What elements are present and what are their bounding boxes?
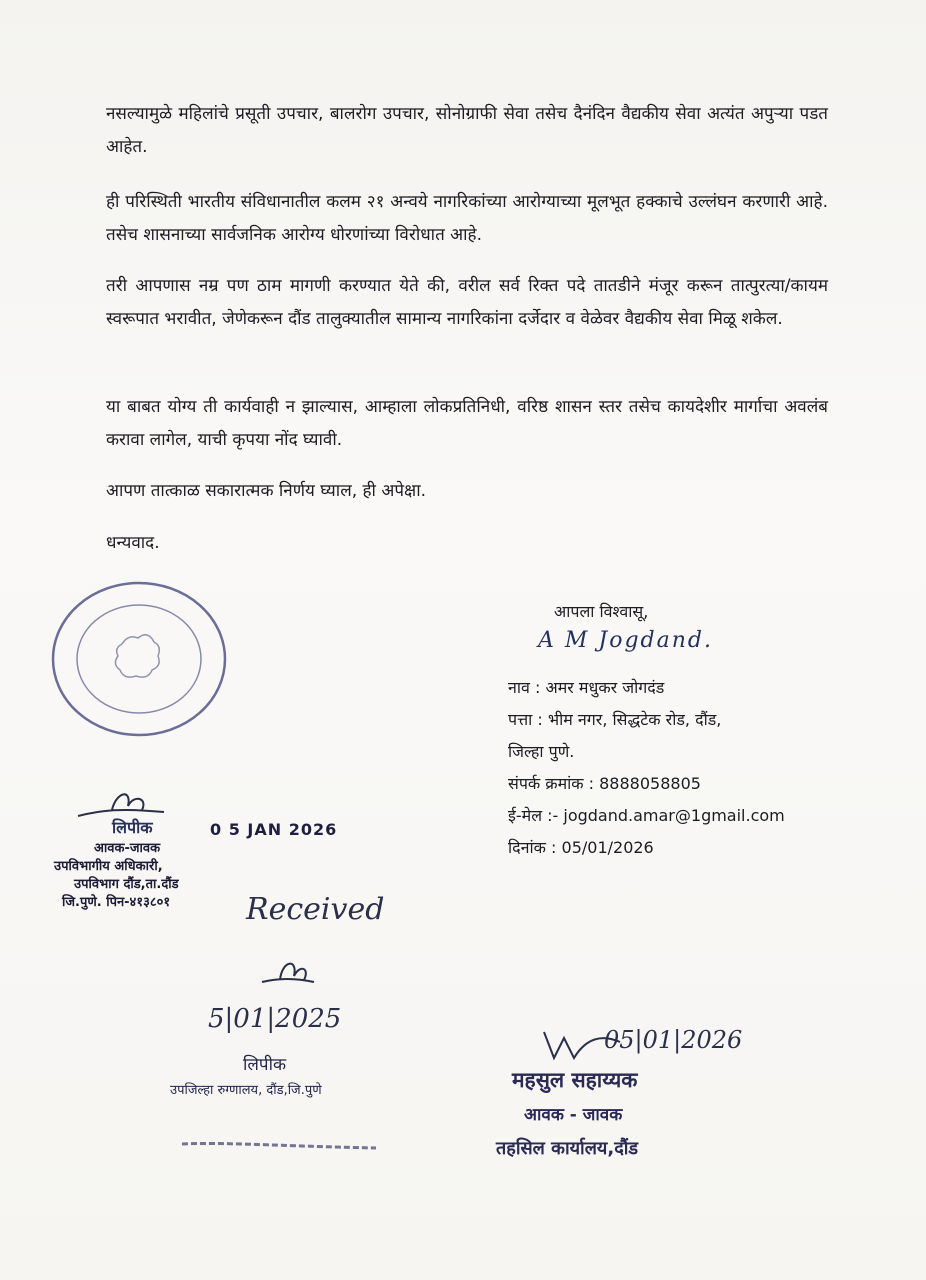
clerk2-office: उपजिल्हा रुग्णालय, दौंड,जि.पुणे [170,1083,322,1098]
stamp-right-line-2: आवक - जावक [524,1105,623,1125]
stamp-line-3: उपविभाग दौंड,ता.दौंड [74,877,179,892]
round-office-stamp [44,574,234,744]
paragraph-constitution: ही परिस्थिती भारतीय संविधानातील कलम २१ अन्वये नागरिकांच्या आरोग्याच्या मूलभूत हक्काचे उल्लंघन करणारी आहे. तसेच शासनाच्या सार्वजनिक आरोग्य धोरणांच्या विरोधात आहे. [106,192,828,245]
paragraph-expectation: आपण तात्काळ सकारात्मक निर्णय घ्याल, ही अपेक्षा. [106,481,427,501]
received-initials-icon [258,952,318,992]
stamp-right-line-3: तहसिल कार्यालय,दौंड [496,1138,639,1159]
sender-email: ई-मेल :- jogdand.amar@1gmail.com [508,806,785,825]
handwritten-date-right: 05|01|2026 [604,1026,743,1054]
stamp-line-2: उपविभागीय अधिकारी, [54,859,163,874]
sender-signature: A M Jogdand. [538,628,713,653]
handwritten-received: Received [246,892,385,927]
stamp-line-1: आवक-जावक [94,841,161,856]
paragraph-demand: तरी आपणास नम्र पण ठाम मागणी करण्यात येते की, वरील सर्व रिक्त पदे तातडीने मंजूर करून तात्पुरत्या/कायम स्वरूपात भरावीत, जेणेकरून दौंड तालुक्यातील सामान्य नागरिकांना दर्जेदार व वेळेवर वैद्यकीय सेवा मिळू शकेल. [106,276,828,329]
stamp-smudge-icon [180,1136,380,1156]
sender-address-line1: पत्ता : भीम नगर, सिद्धटेक रोड, दौंड, [508,710,722,729]
paragraph-thanks: धन्यवाद. [106,533,160,553]
stamp-date: 0 5 JAN 2026 [210,820,338,839]
clerk2-title: लिपीक [243,1055,287,1075]
handwritten-date-left: 5|01|2025 [208,1004,342,1034]
round-stamp-icon [44,574,234,744]
sender-name: नाव : अमर मधुकर जोगदंड [508,678,665,697]
sender-address-line2: जिल्हा पुणे. [508,742,575,761]
sender-date: दिनांक : 05/01/2026 [508,838,654,857]
stamp-clerk-label: लिपीक [112,818,153,837]
sender-contact: संपर्क क्रमांक : 8888058805 [508,774,701,793]
stamp-right-line-1: महसुल सहाय्यक [512,1068,638,1092]
closing-text: आपला विश्वासू, [554,602,649,621]
paragraph-facilities: नसल्यामुळे महिलांचे प्रसूती उपचार, बालरोग उपचार, सोनोग्राफी सेवा तसेच दैनंदिन वैद्यकीय सेवा अत्यंत अपुऱ्या पडत आहेत. [106,104,828,157]
paragraph-warning: या बाबत योग्य ती कार्यवाही न झाल्यास, आम्हाला लोकप्रतिनिधी, वरिष्ठ शासन स्तर तसेच कायदेशीर मार्गाचा अवलंब करावा लागेल, याची कृपया नोंद घ्यावी. [106,397,828,450]
stamp-line-4: जि.पुणे. पिन-४१३८०१ [62,895,171,910]
